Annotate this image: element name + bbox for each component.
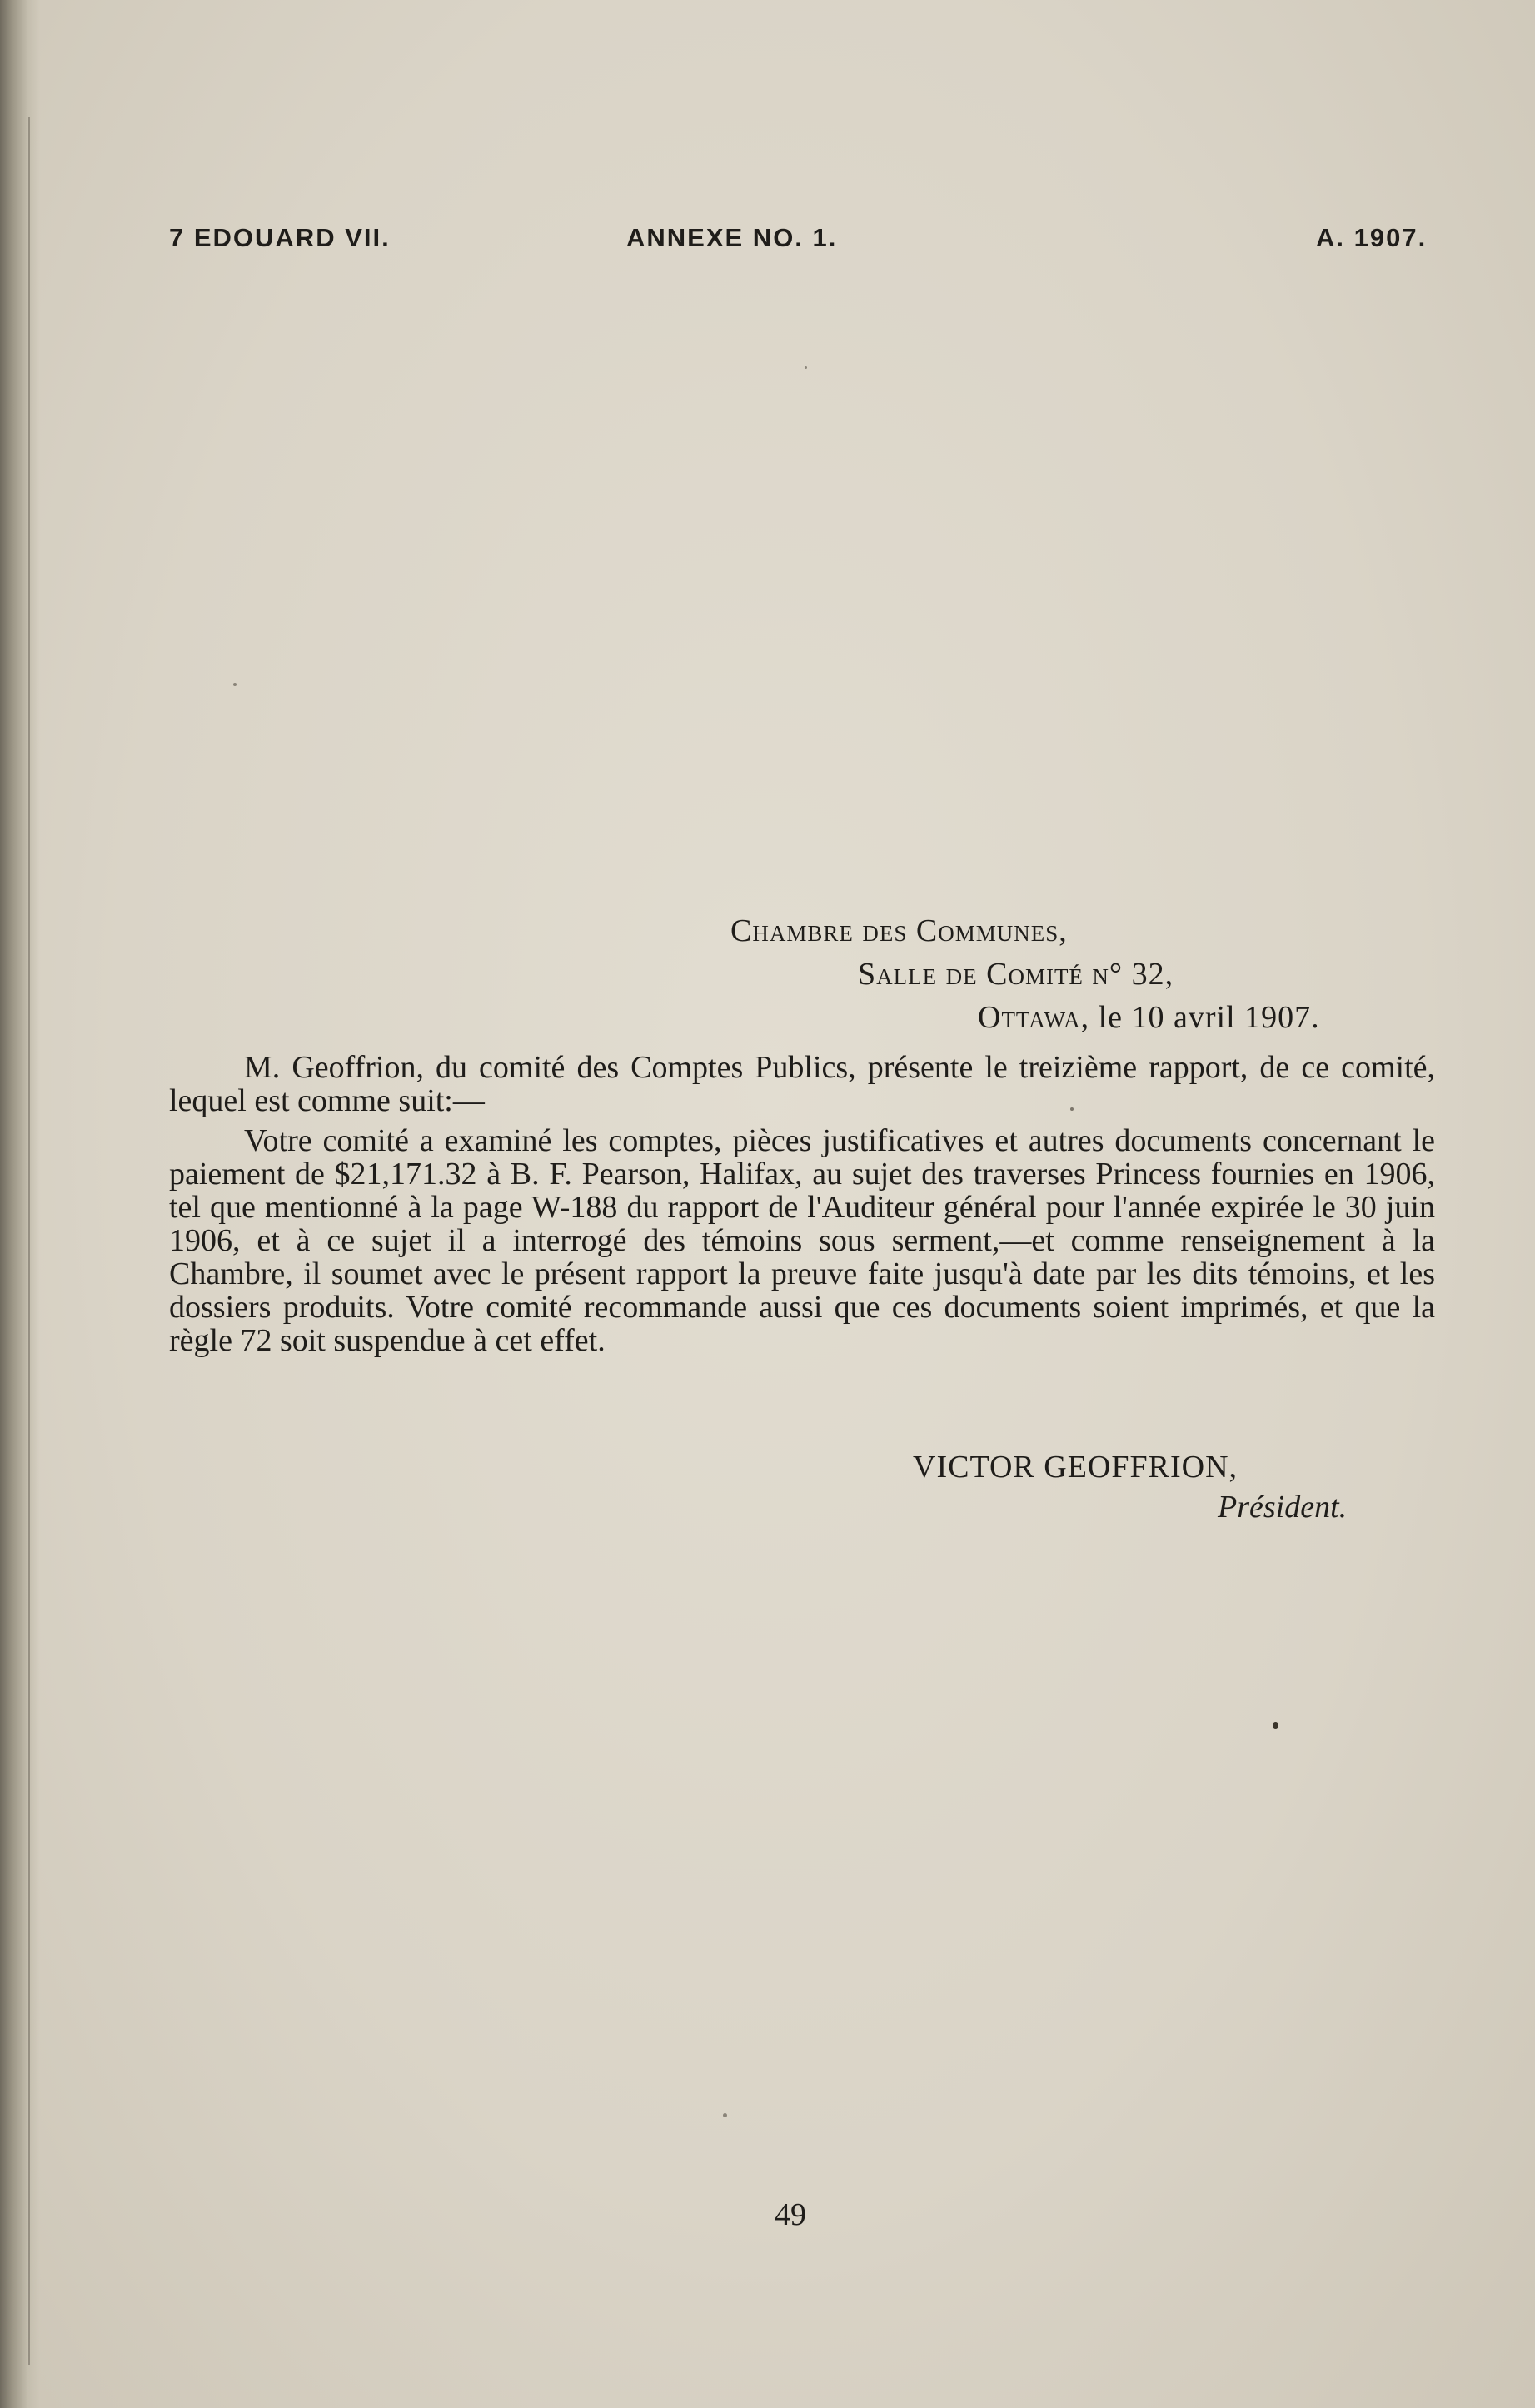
paper-speck [1273, 1722, 1278, 1729]
signature-title: Président. [1218, 1490, 1348, 1525]
address-line-chamber: Chambre des Communes, [730, 913, 1068, 948]
paper-speck [805, 366, 807, 369]
address-place: Ottawa, [978, 1000, 1090, 1035]
running-header-center: ANNEXE NO. 1. [626, 223, 838, 252]
binding-gutter [0, 0, 40, 2408]
report-body-paragraph: Votre comité a examiné les comptes, pièces justificatives et autres documents concernant le paiement de $21,171.32 à B. F. Pearson, Halifax, au sujet des traverses Princess fournies en 1906, tel que mentionné à la page W-188 du rapport de l'Auditeur général pour l'année expirée le 30 juin 1906, et à ce sujet il a interrogé des témoins sous serment,—et comme renseignement à la Chambre, il soumet avec le présent rapport la preuve faite jusqu'à date par les dits témoins, et les dossiers produits. Votre comité recommande aussi que ces documents soient imprimés, et que la règle 72 soit suspendue à cet effet. [169, 1123, 1435, 1358]
report-intro-paragraph: M. Geoffrion, du comité des Comptes Publics, présente le treizième rapport, de ce comité, lequel est comme suit:— [169, 1050, 1435, 1118]
address-line-place-date [978, 999, 1320, 1036]
page-number: 49 [775, 2197, 806, 2232]
signature-name: VICTOR GEOFFRION, [913, 1450, 1238, 1485]
paper-speck [723, 2113, 727, 2117]
running-header-right: A. 1907. [1316, 223, 1428, 252]
running-header-left: 7 EDOUARD VII. [169, 223, 391, 252]
address-date: le 10 avril 1907. [1098, 1000, 1320, 1035]
paper-speck [1070, 1107, 1074, 1111]
paper-speck [233, 683, 237, 686]
address-line-room: Salle de Comité n° 32, [858, 957, 1174, 992]
binding-edge-line [28, 117, 30, 2365]
